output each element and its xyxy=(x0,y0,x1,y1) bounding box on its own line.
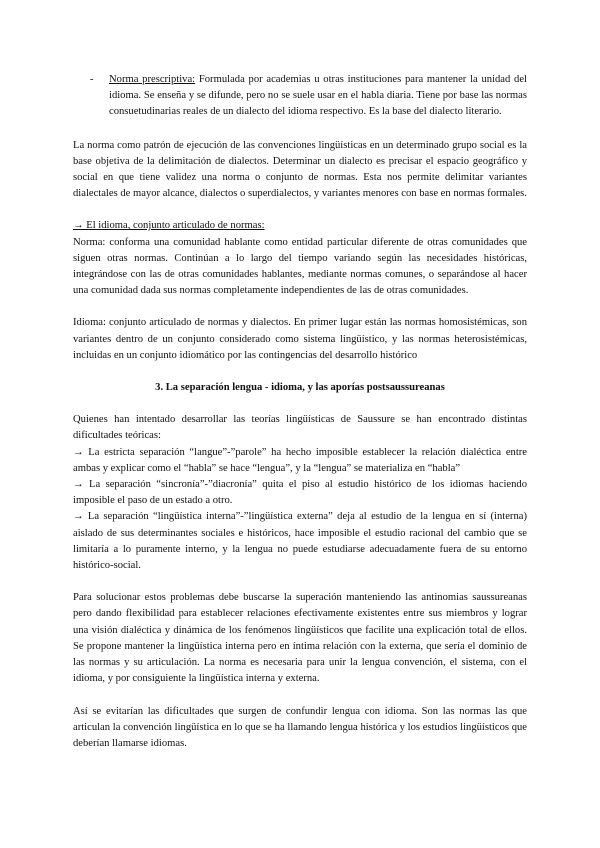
paragraph-dificultades-intro: Quienes han intentado desarrollar las teorías lingüísticas de Saussure se han encontrado distintas dificultades teóricas: xyxy=(73,414,527,442)
paragraph-solucion: Para solucionar estos problemas debe buscarse la superación manteniendo las antinomias saussureanas pero dando flexibilidad para establecer relaciones efectivamente existentes entre sus miembros y lograr una visión dialéctica y dinámica de los fenómenos lingüísticos que facilite una explicación total de ellos. Se propone mantener la lingüística interna pero en íntima relación con la externa, que sería el dominio de las normas y su articulación. La norma es necesaria para unir la lengua convención, el sistema, con el idioma, y por consiguiente la lingüística interna y externa. xyxy=(73,592,527,685)
document-page xyxy=(73,72,527,752)
paragraph-conclusion: Así se evitarían las dificultades que surgen de confundir lengua con idioma. Son las normas las que articulan la convención lingüística en lo que se ha llamando lengua histórica y los estudios lingüísticos que deberían llamarse idiomas. xyxy=(73,705,527,749)
arrow-item-langue-parole: → La estricta separación “langue”-”parole” ha hecho imposible establecer la relación dialéctica entre ambas y explicar como el “habla” se hace “lengua”, y la “lengua” se materializa en “habla” xyxy=(73,446,527,474)
bullet-dash: - xyxy=(90,74,94,85)
arrow-item-interna-externa: → La separación “lingüística interna”-”lingüística externa” deja al estudio de la lengua en sí (interna) aislado de sus determinantes sociales e históricos, hace imposible el estudio racional del cambio que se limitaría a lo puramente interno, y la lengua no puede estudiarse adecuadamente fuera de su entorno histórico-social. xyxy=(73,511,527,572)
subheading-idioma: → El idioma, conjunto articulado de normas: xyxy=(73,220,265,232)
section-heading: 3. La separación lengua - idioma, y las aporías postsaussureanas xyxy=(155,382,445,394)
bullet-body xyxy=(109,72,527,121)
paragraph-norma-patron: La norma como patrón de ejecución de las convenciones lingüísticas en un determinado grupo social es la base objetiva de la delimitación de dialectos. Determinar un dialecto es precisar el espacio geográfico y social en que tiene validez una norma o conjunto de normas. Esta nos permite delimitar variantes dialectales de mayor alcance, dialectos o superdialectos, y variantes menores con base en normas formales. xyxy=(73,139,527,200)
bullet-text: Formulada por academias u otras instituciones para mantener la unidad del idioma. Se enseña y se difunde, pero no se suele usar en el habla diaria. Tiene por base las normas consuetudinarias reales de un dialecto del idioma respectivo. Es la base del dialecto literario. xyxy=(109,74,527,118)
bullet-item-norma-prescriptiva xyxy=(73,72,527,121)
arrow-item-sincronia-diacronia: → La separación “sincronía”-”diacronía” quita el piso al estudio histórico de los idiomas haciendo imposible el paso de un estado a otro. xyxy=(73,479,527,507)
paragraph-norma-definicion: Norma: conforma una comunidad hablante como entidad particular diferente de otras comunidades que siguen otras normas. Continúan a lo largo del tiempo variando según las necesidades históricas, integrándose con las de otras comunidades hablantes, mediante normas comunes, o separándose al hacer una comunidad dada sus normas completamente independientes de las de otras comunidades. xyxy=(73,236,527,297)
paragraph-idioma-definicion: Idioma: conjunto articulado de normas y dialectos. En primer lugar están las normas homosistémicas, son variantes dentro de un conjunto considerado como sistema lingüístico, y las normas heterosistémicas, incluidas en un conjunto idiomático por las contingencias del desarrollo histórico xyxy=(73,317,527,361)
bullet-term: Norma prescriptiva: xyxy=(109,74,196,85)
